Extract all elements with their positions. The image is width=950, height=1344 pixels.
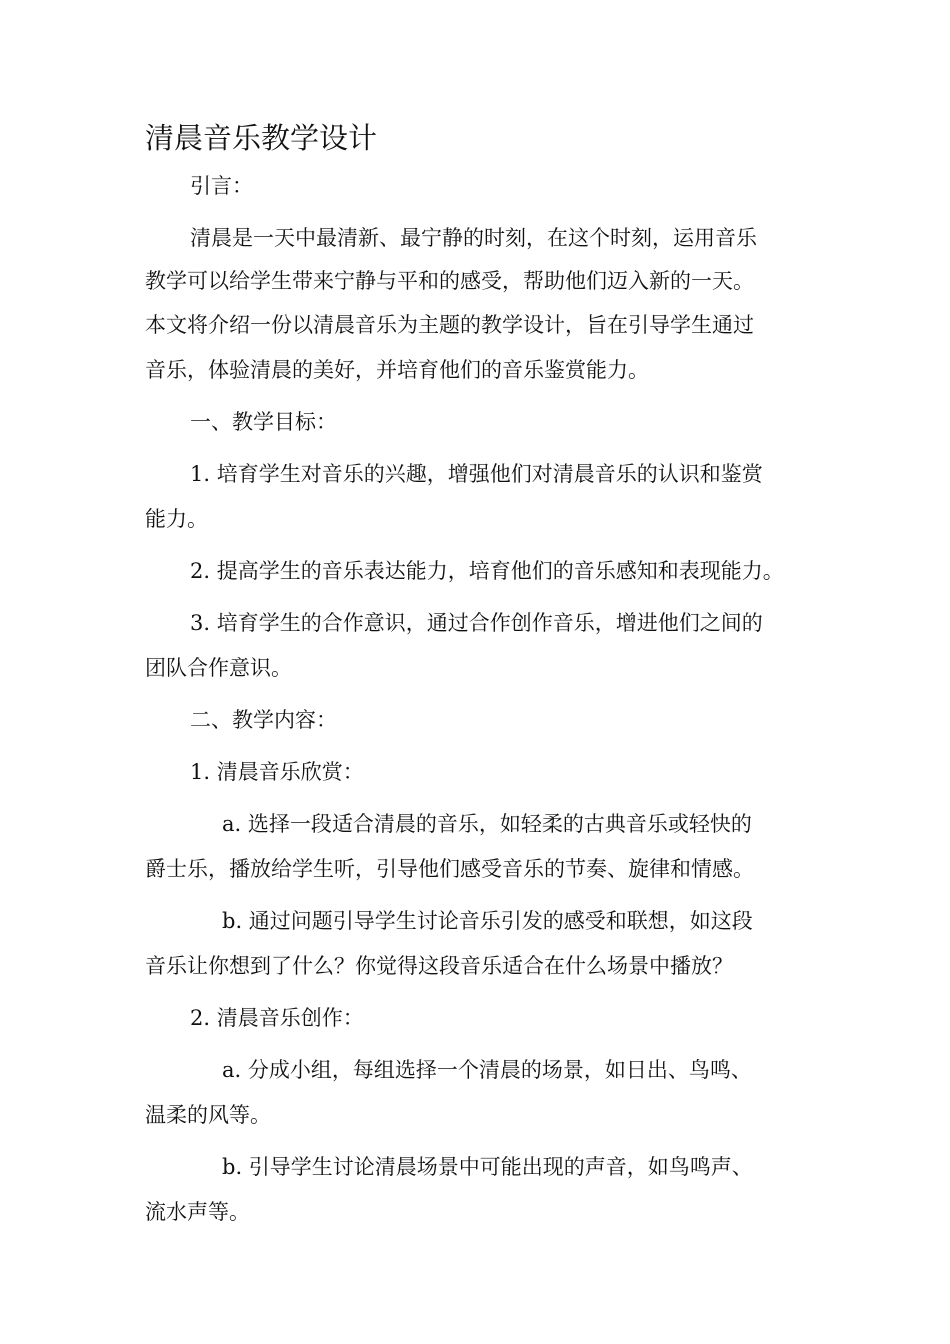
- content-1-heading: 1. 清晨音乐欣赏：: [190, 760, 364, 784]
- content-1b-line-2: 音乐让你想到了什么？你觉得这段音乐适合在什么场景中播放？: [145, 954, 733, 978]
- content-2b-line-1: b. 引导学生讨论清晨场景中可能出现的声音，如鸟鸣声、: [222, 1155, 753, 1179]
- goal-3-line-2: 团队合作意识。: [145, 656, 292, 680]
- intro-line-3: 本文将介绍一份以清晨音乐为主题的教学设计，旨在引导学生通过: [145, 313, 754, 337]
- section2-heading: 二、教学内容：: [190, 708, 337, 732]
- document-title: 清晨音乐教学设计: [145, 121, 378, 155]
- goal-2-line-1: 2. 提高学生的音乐表达能力，培育他们的音乐感知和表现能力。: [190, 559, 784, 583]
- content-2-heading: 2. 清晨音乐创作：: [190, 1006, 364, 1030]
- content-2a-line-1: a. 分成小组，每组选择一个清晨的场景，如日出、鸟鸣、: [222, 1058, 752, 1082]
- goal-1-line-2: 能力。: [145, 507, 208, 531]
- content-1a-line-1: a. 选择一段适合清晨的音乐，如轻柔的古典音乐或轻快的: [222, 812, 752, 836]
- intro-line-1: 清晨是一天中最清新、最宁静的时刻，在这个时刻，运用音乐: [190, 226, 757, 250]
- content-2a-line-2: 温柔的风等。: [145, 1103, 271, 1127]
- goal-3-line-1: 3. 培育学生的合作意识，通过合作创作音乐，增进他们之间的: [190, 611, 763, 635]
- intro-line-4: 音乐，体验清晨的美好，并培育他们的音乐鉴赏能力。: [145, 358, 649, 382]
- intro-heading: 引言：: [190, 174, 253, 198]
- content-2b-line-2: 流水声等。: [145, 1200, 250, 1224]
- intro-line-2: 教学可以给学生带来宁静与平和的感受，帮助他们迈入新的一天。: [145, 269, 754, 293]
- section1-heading: 一、教学目标：: [190, 410, 337, 434]
- goal-1-line-1: 1. 培育学生对音乐的兴趣，增强他们对清晨音乐的认识和鉴赏: [190, 462, 763, 486]
- content-1a-line-2: 爵士乐，播放给学生听，引导他们感受音乐的节奏、旋律和情感。: [145, 857, 754, 881]
- content-1b-line-1: b. 通过问题引导学生讨论音乐引发的感受和联想，如这段: [222, 909, 753, 933]
